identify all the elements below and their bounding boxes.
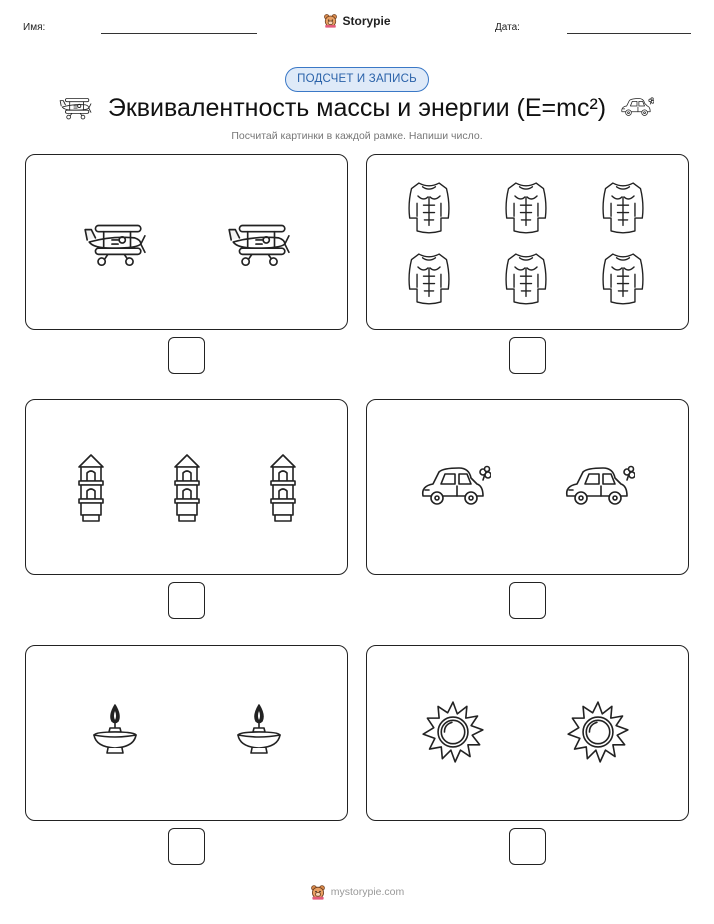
date-label: Дата: <box>495 22 520 33</box>
count-panel-suns <box>366 645 689 821</box>
page-title: Эквивалентность массы и энергии (E=mc²) <box>107 94 607 122</box>
tower-icon <box>171 453 203 523</box>
activity-badge: ПОДСЧЕТ И ЗАПИСЬ <box>285 67 429 92</box>
wind-up-car-icon <box>419 464 491 508</box>
footer <box>0 884 714 900</box>
wind-up-car-icon <box>620 96 654 118</box>
tower-icon <box>75 453 107 523</box>
brand-logo <box>0 13 714 28</box>
count-panel-lamps <box>25 645 348 821</box>
torso-icon <box>600 179 646 235</box>
answer-box[interactable] <box>168 828 205 865</box>
brand-name: Storypie <box>342 13 391 28</box>
oil-lamp-icon <box>234 701 284 757</box>
torso-icon <box>600 250 646 306</box>
count-panel-torsos <box>366 154 689 330</box>
name-line[interactable] <box>101 33 257 34</box>
wind-up-car-icon <box>563 464 635 508</box>
storypie-bear-icon <box>310 884 326 900</box>
sun-icon <box>566 700 630 764</box>
count-panel-towers <box>25 399 348 575</box>
count-panel-cars <box>366 399 689 575</box>
torso-icon <box>406 250 452 306</box>
answer-box[interactable] <box>509 582 546 619</box>
storypie-bear-icon <box>323 13 338 28</box>
date-line[interactable] <box>567 33 691 34</box>
name-label: Имя: <box>23 22 46 33</box>
count-panel-biplanes <box>25 154 348 330</box>
answer-box[interactable] <box>509 828 546 865</box>
answer-box[interactable] <box>509 337 546 374</box>
torso-icon <box>406 179 452 235</box>
answer-box[interactable] <box>168 337 205 374</box>
biplane-icon <box>225 217 291 267</box>
oil-lamp-icon <box>90 701 140 757</box>
footer-url[interactable]: mystorypie.com <box>330 886 405 898</box>
tower-icon <box>267 453 299 523</box>
biplane-icon <box>81 217 147 267</box>
torso-icon <box>503 179 549 235</box>
instruction-text: Посчитай картинки в каждой рамке. Напиши число. <box>231 130 483 142</box>
sun-icon <box>421 700 485 764</box>
answer-box[interactable] <box>168 582 205 619</box>
torso-icon <box>503 250 549 306</box>
